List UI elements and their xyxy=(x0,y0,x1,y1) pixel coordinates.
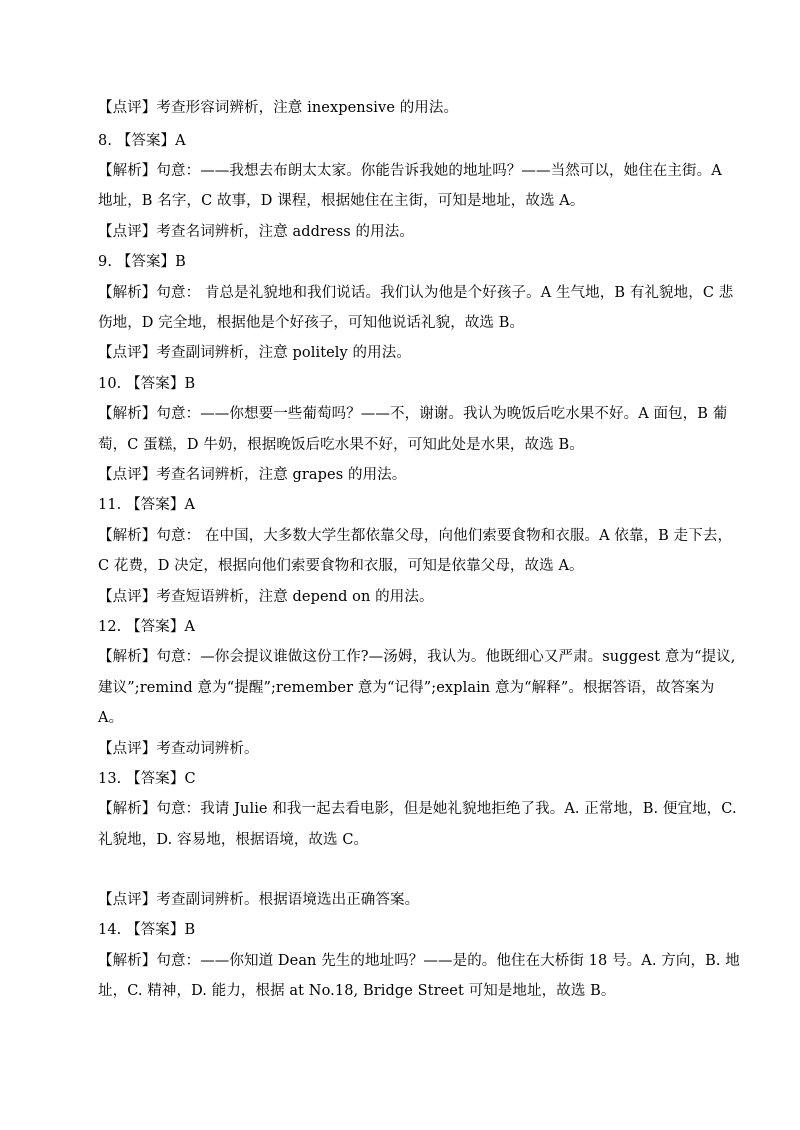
answer-line-10: 10. 【答案】B xyxy=(98,376,196,392)
answer-line-9: 9. 【答案】B xyxy=(98,254,186,270)
analysis-line-14a: 【解析】句意：——你知道 Dean 先生的地址吗？——是的。他住在大桥街 18 号。A. 方向，B. 地 xyxy=(98,953,740,969)
comment-line-8: 【点评】考查名词辨析，注意 address 的用法。 xyxy=(98,224,414,240)
comment-line-11: 【点评】考查短语辨析，注意 depend on 的用法。 xyxy=(98,589,434,605)
comment-line-9: 【点评】考查副词辨析，注意 politely 的用法。 xyxy=(98,345,411,361)
analysis-line-13b: 礼貌地，D. 容易地，根据语境，故选 C。 xyxy=(98,832,369,848)
analysis-line-11b: C 花费，D 决定，根据向他们索要食物和衣服，可知是依靠父母，故选 A。 xyxy=(98,558,584,574)
answer-line-13: 13. 【答案】C xyxy=(98,771,196,787)
analysis-line-8a: 【解析】句意：——我想去布朗太太家。你能告诉我她的地址吗？——当然可以，她住在主街。A xyxy=(98,163,722,179)
comment-line-12: 【点评】考查动词辨析。 xyxy=(98,741,259,757)
answer-line-8: 8. 【答案】A xyxy=(98,133,186,149)
analysis-line-11a: 【解析】句意： 在中国，大多数大学生都依靠父母，向他们索要食物和衣服。A 依靠，B 走下去， xyxy=(98,528,733,544)
analysis-line-12c: A。 xyxy=(98,710,124,726)
analysis-line-9a: 【解析】句意： 肯总是礼貌地和我们说话。我们认为他是个好孩子。A 生气地，B 有礼貌地，C 悲 xyxy=(98,285,734,301)
analysis-line-14b: 址，C. 精神，D. 能力，根据 at No.18, Bridge Street 可知是地址，故选 B。 xyxy=(98,983,616,999)
analysis-line-13a: 【解析】句意：我请 Julie 和我一起去看电影，但是她礼貌地拒绝了我。A. 正常地，B. 便宜地，C. xyxy=(98,801,737,817)
comment-line-13: 【点评】考查副词辨析。根据语境选出正确答案。 xyxy=(98,892,420,908)
analysis-line-10a: 【解析】句意：——你想要一些葡萄吗？——不，谢谢。我认为晚饭后吃水果不好。A 面包，B 葡 xyxy=(98,406,728,422)
analysis-line-10b: 萄，C 蛋糕，D 牛奶，根据晚饭后吃水果不好，可知此处是水果，故选 B。 xyxy=(98,437,584,453)
analysis-line-12a: 【解析】句意：—你会提议谁做这份工作?—汤姆，我认为。他既细心又严肃。suggest 意为“提议, xyxy=(98,649,736,665)
analysis-line-12b: 建议”;remind 意为“提醒”;remember 意为“记得”;explain 意为“解释”。根据答语，故答案为 xyxy=(98,680,715,696)
comment-line-7: 【点评】考查形容词辨析，注意 inexpensive 的用法。 xyxy=(98,100,459,116)
comment-line-10: 【点评】考查名词辨析，注意 grapes 的用法。 xyxy=(98,467,407,483)
analysis-line-9b: 伤地，D 完全地，根据他是个好孩子，可知他说话礼貌，故选 B。 xyxy=(98,315,525,331)
answer-line-14: 14. 【答案】B xyxy=(98,922,196,938)
answer-line-11: 11. 【答案】A xyxy=(98,497,196,513)
answer-line-12: 12. 【答案】A xyxy=(98,619,196,635)
analysis-line-8b: 地址，B 名字，C 故事，D 课程，根据她住在主街，可知是地址，故选 A。 xyxy=(98,193,585,209)
